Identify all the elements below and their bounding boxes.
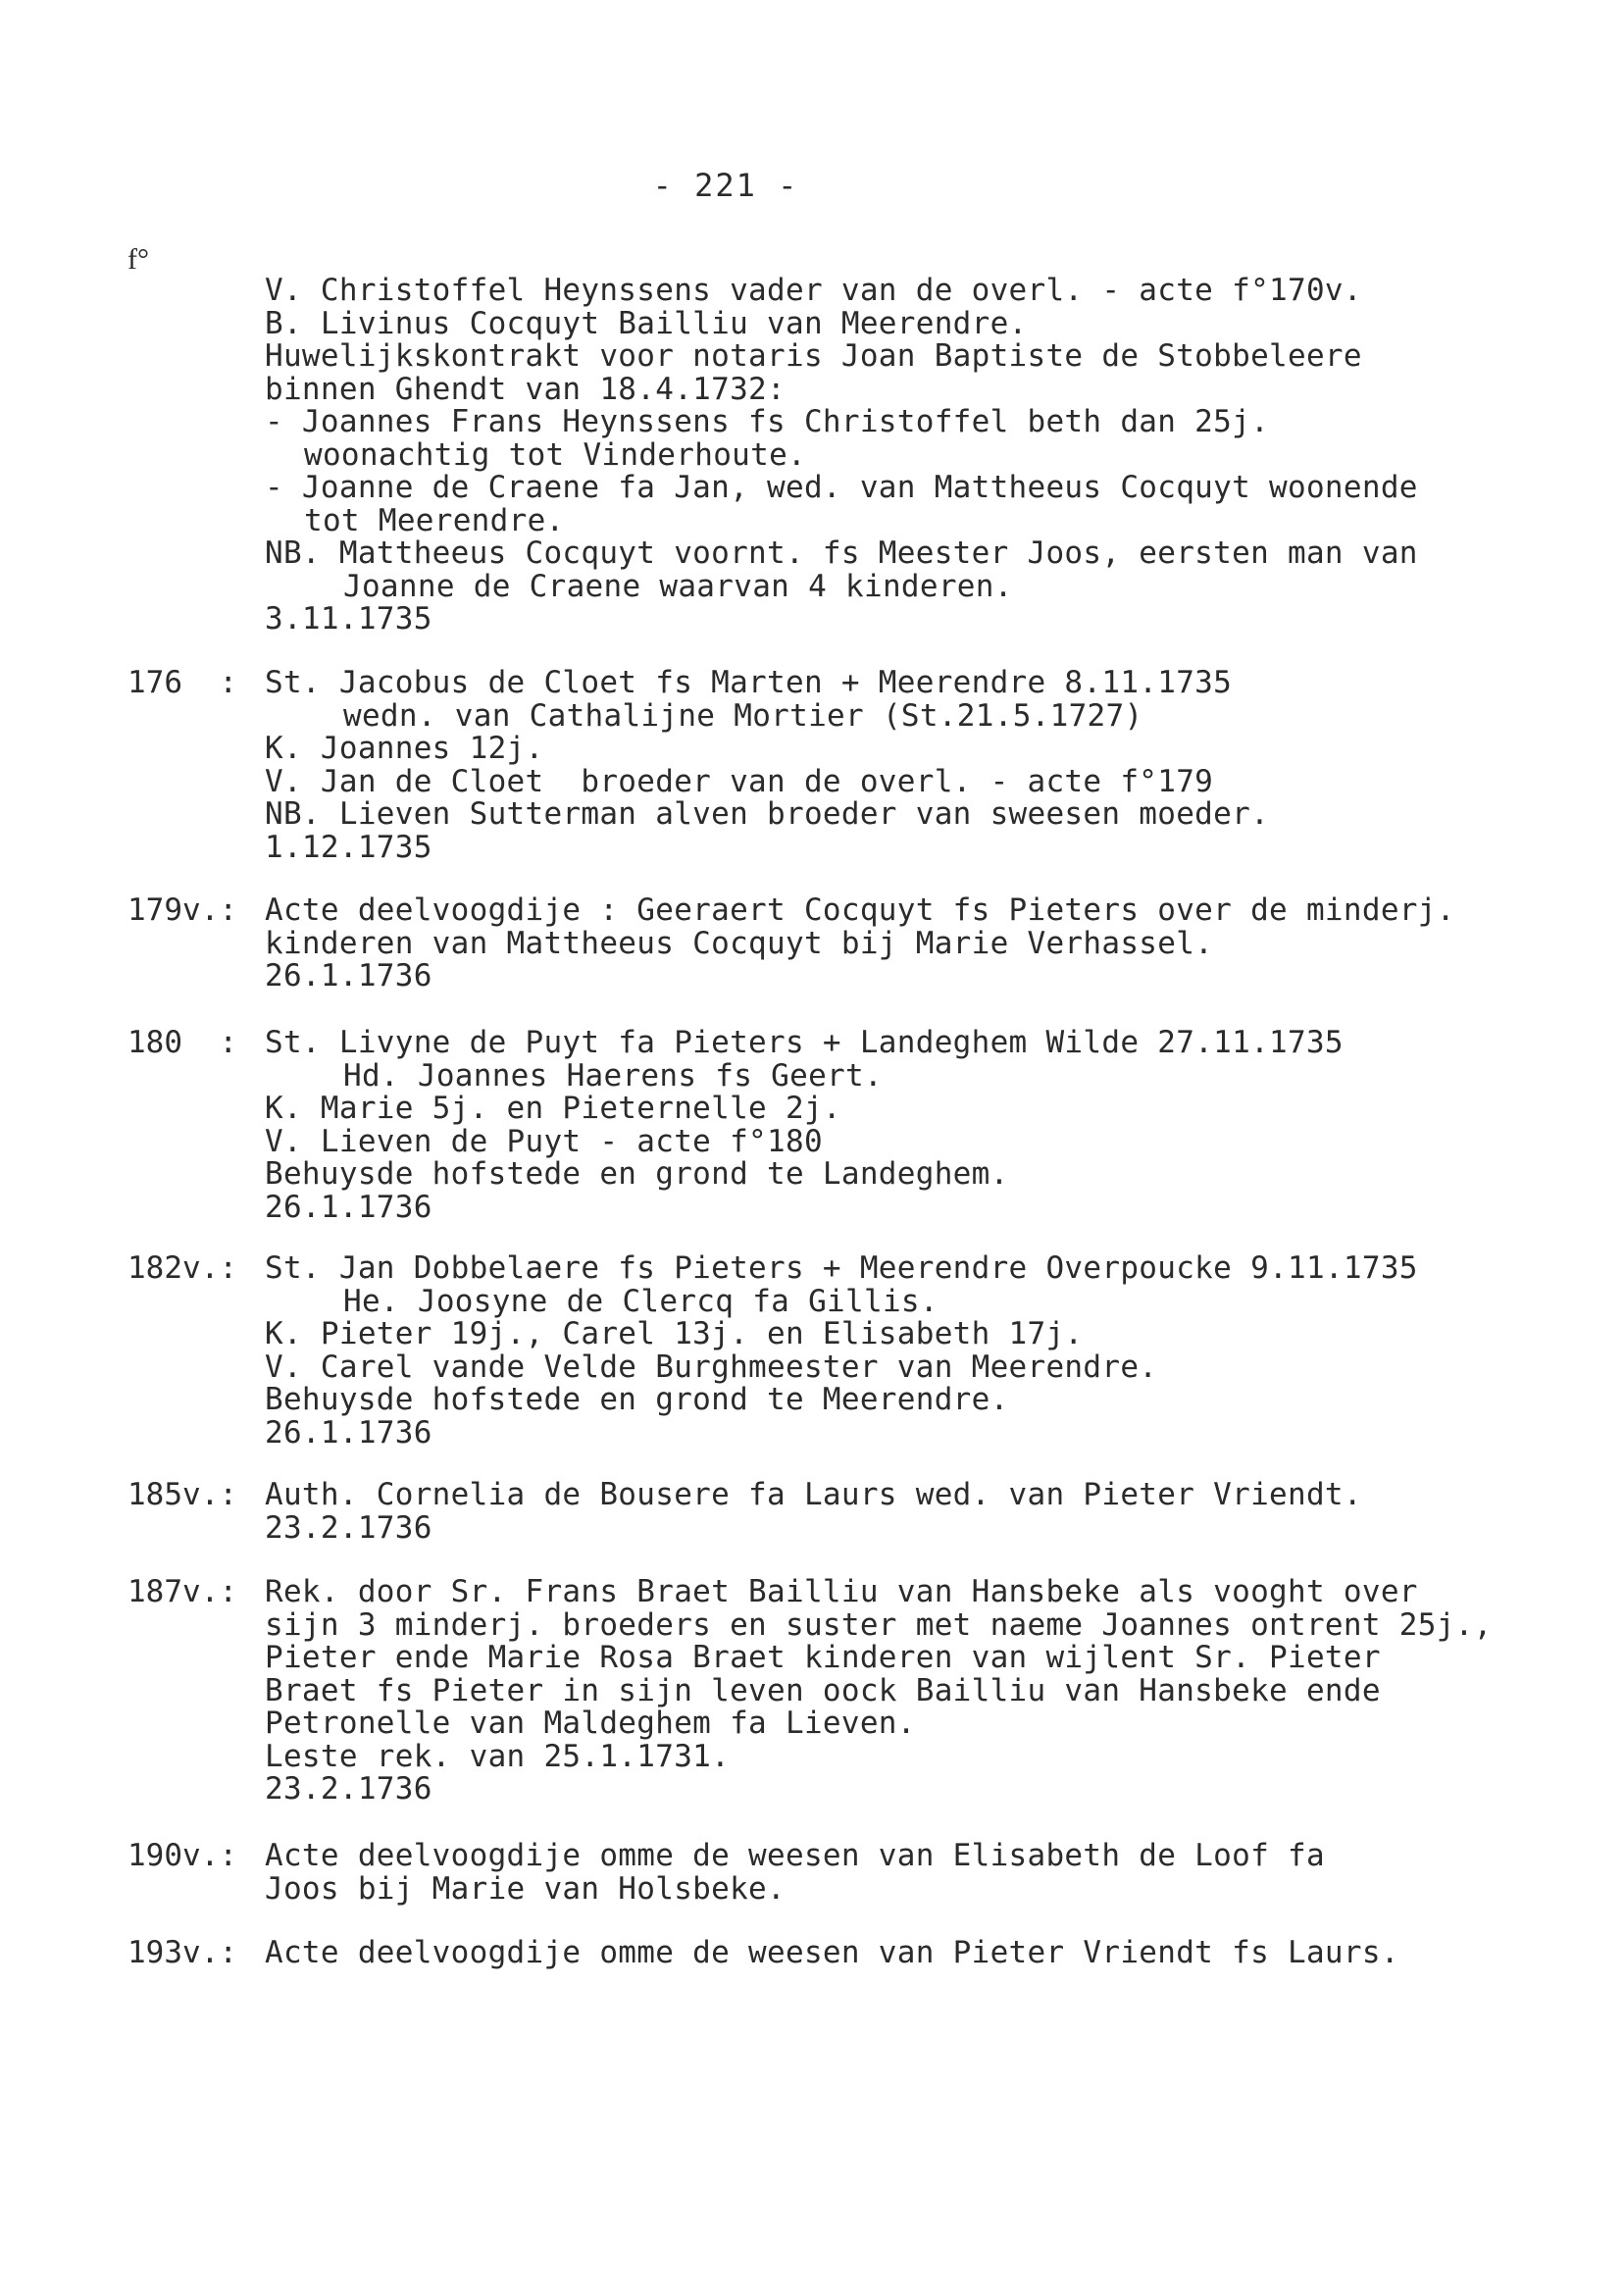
entry-line: 23.2.1736 (265, 1509, 432, 1546)
folio-number: 176 : (127, 665, 237, 700)
folio-number: 193v.: (127, 1935, 237, 1970)
entry-line: - Joannes Frans Heynssens fs Christoffel beth dan 25j. (265, 404, 1270, 439)
folio-number: 182v.: (127, 1250, 237, 1286)
entry-line: binnen Ghendt van 18.4.1732: (265, 371, 786, 407)
folio-number: 187v.: (127, 1574, 237, 1609)
entry-line: 3.11.1735 (265, 601, 432, 636)
folio-number: 180 : (127, 1025, 237, 1060)
entry-line: Rek. door Sr. Frans Braet Bailliu van Hansbeke als vooght over (265, 1574, 1418, 1609)
entry-line: 26.1.1736 (265, 958, 432, 993)
entry-text (265, 667, 1269, 864)
entry-line: Braet fs Pieter in sijn leven oock Bailliu van Hansbeke ende (265, 1672, 1381, 1708)
entry-text (265, 1479, 1362, 1545)
entry-line: Hd. Joannes Haerens fs Geert. (343, 1057, 883, 1094)
entry-line: 23.2.1736 (265, 1771, 432, 1807)
entry-line: kinderen van Mattheeus Cocquyt bij Marie Verhassel. (265, 925, 1214, 961)
entry-line: Behuysde hofstede en grond te Landeghem. (265, 1156, 1009, 1192)
entry-line: B. Livinus Cocquyt Bailliu van Meerendre. (265, 305, 1028, 341)
entry-line: Behuysde hofstede en grond te Meerendre. (265, 1382, 1009, 1417)
entry-line: 26.1.1736 (265, 1189, 432, 1225)
folio-number: 190v.: (127, 1838, 237, 1873)
entry-line: K. Pieter 19j., Carel 13j. en Elisabeth 17j. (265, 1316, 1084, 1351)
entry-text (265, 1937, 1399, 1970)
entry-text (265, 894, 1455, 993)
entry-line: NB. Mattheeus Cocquyt voornt. fs Meester Joos, eersten man van (265, 535, 1418, 571)
entry-line: NB. Lieven Sutterman alven broeder van sweesen moeder. (265, 796, 1270, 832)
entry-line: Joanne de Craene waarvan 4 kinderen. (343, 568, 1013, 604)
entry-line: Huwelijkskontrakt voor notaris Joan Baptiste de Stobbeleere (265, 338, 1362, 374)
entry-text (265, 1027, 1344, 1224)
entry-line: V. Jan de Cloet broeder van de overl. - acte f°179 (265, 763, 1214, 799)
entry-line: Acte deelvoogdije omme de weesen van Pieter Vriendt fs Laurs. (265, 1935, 1399, 1970)
entry-line: - Joanne de Craene fa Jan, wed. van Mattheeus Cocquyt woonende (265, 470, 1418, 505)
entry-line: wedn. van Cathalijne Mortier (St.21.5.1727) (343, 697, 1143, 734)
entry-line: V. Carel vande Velde Burghmeester van Meerendre. (265, 1349, 1158, 1385)
entry-line: woonachtig tot Vinderhoute. (304, 436, 807, 473)
entry-line: St. Jacobus de Cloet fs Marten + Meerendre 8.11.1735 (265, 665, 1233, 700)
entry-line: Auth. Cornelia de Bousere fa Laurs wed. van Pieter Vriendt. (265, 1477, 1362, 1512)
entry-line: V. Lieven de Puyt - acte f°180 (265, 1123, 823, 1159)
page-number: - 221 - (652, 167, 799, 204)
folio-number: 185v.: (127, 1477, 237, 1512)
entry-line: Pieter ende Marie Rosa Braet kinderen van wijlent Sr. Pieter (265, 1640, 1381, 1675)
entry-line: Petronelle van Maldeghem fa Lieven. (265, 1706, 916, 1741)
entry-line: St. Jan Dobbelaere fs Pieters + Meerendre Overpoucke 9.11.1735 (265, 1250, 1418, 1286)
entry-line: sijn 3 minderj. broeders en suster met naeme Joannes ontrent 25j., (265, 1606, 1493, 1643)
entry-line: 1.12.1735 (265, 829, 432, 865)
entry-line: K. Joannes 12j. (265, 731, 544, 766)
entry-line: He. Joosyne de Clercq fa Gillis. (343, 1283, 939, 1319)
entry-text (265, 1576, 1493, 1807)
entry-line: K. Marie 5j. en Pieternelle 2j. (265, 1091, 841, 1126)
entry-line: Joos bij Marie van Holsbeke. (265, 1870, 786, 1907)
folio-column-header: f° (127, 243, 149, 276)
entry-line: Acte deelvoogdije omme de weesen van Elisabeth de Loof fa (265, 1838, 1325, 1873)
entry-text (265, 1840, 1325, 1906)
entry-line: Acte deelvoogdije : Geeraert Cocquyt fs Pieters over de minderj. (265, 892, 1455, 928)
entry-text (265, 1252, 1418, 1450)
entry-text (265, 275, 1418, 636)
entry-line: St. Livyne de Puyt fa Pieters + Landeghem Wilde 27.11.1735 (265, 1025, 1344, 1060)
entry-line: 26.1.1736 (265, 1414, 432, 1451)
entry-line: tot Meerendre. (304, 502, 565, 538)
entry-line: V. Christoffel Heynssens vader van de overl. - acte f°170v. (265, 273, 1362, 308)
folio-number: 179v.: (127, 892, 237, 928)
entry-line: Leste rek. van 25.1.1731. (265, 1738, 731, 1774)
